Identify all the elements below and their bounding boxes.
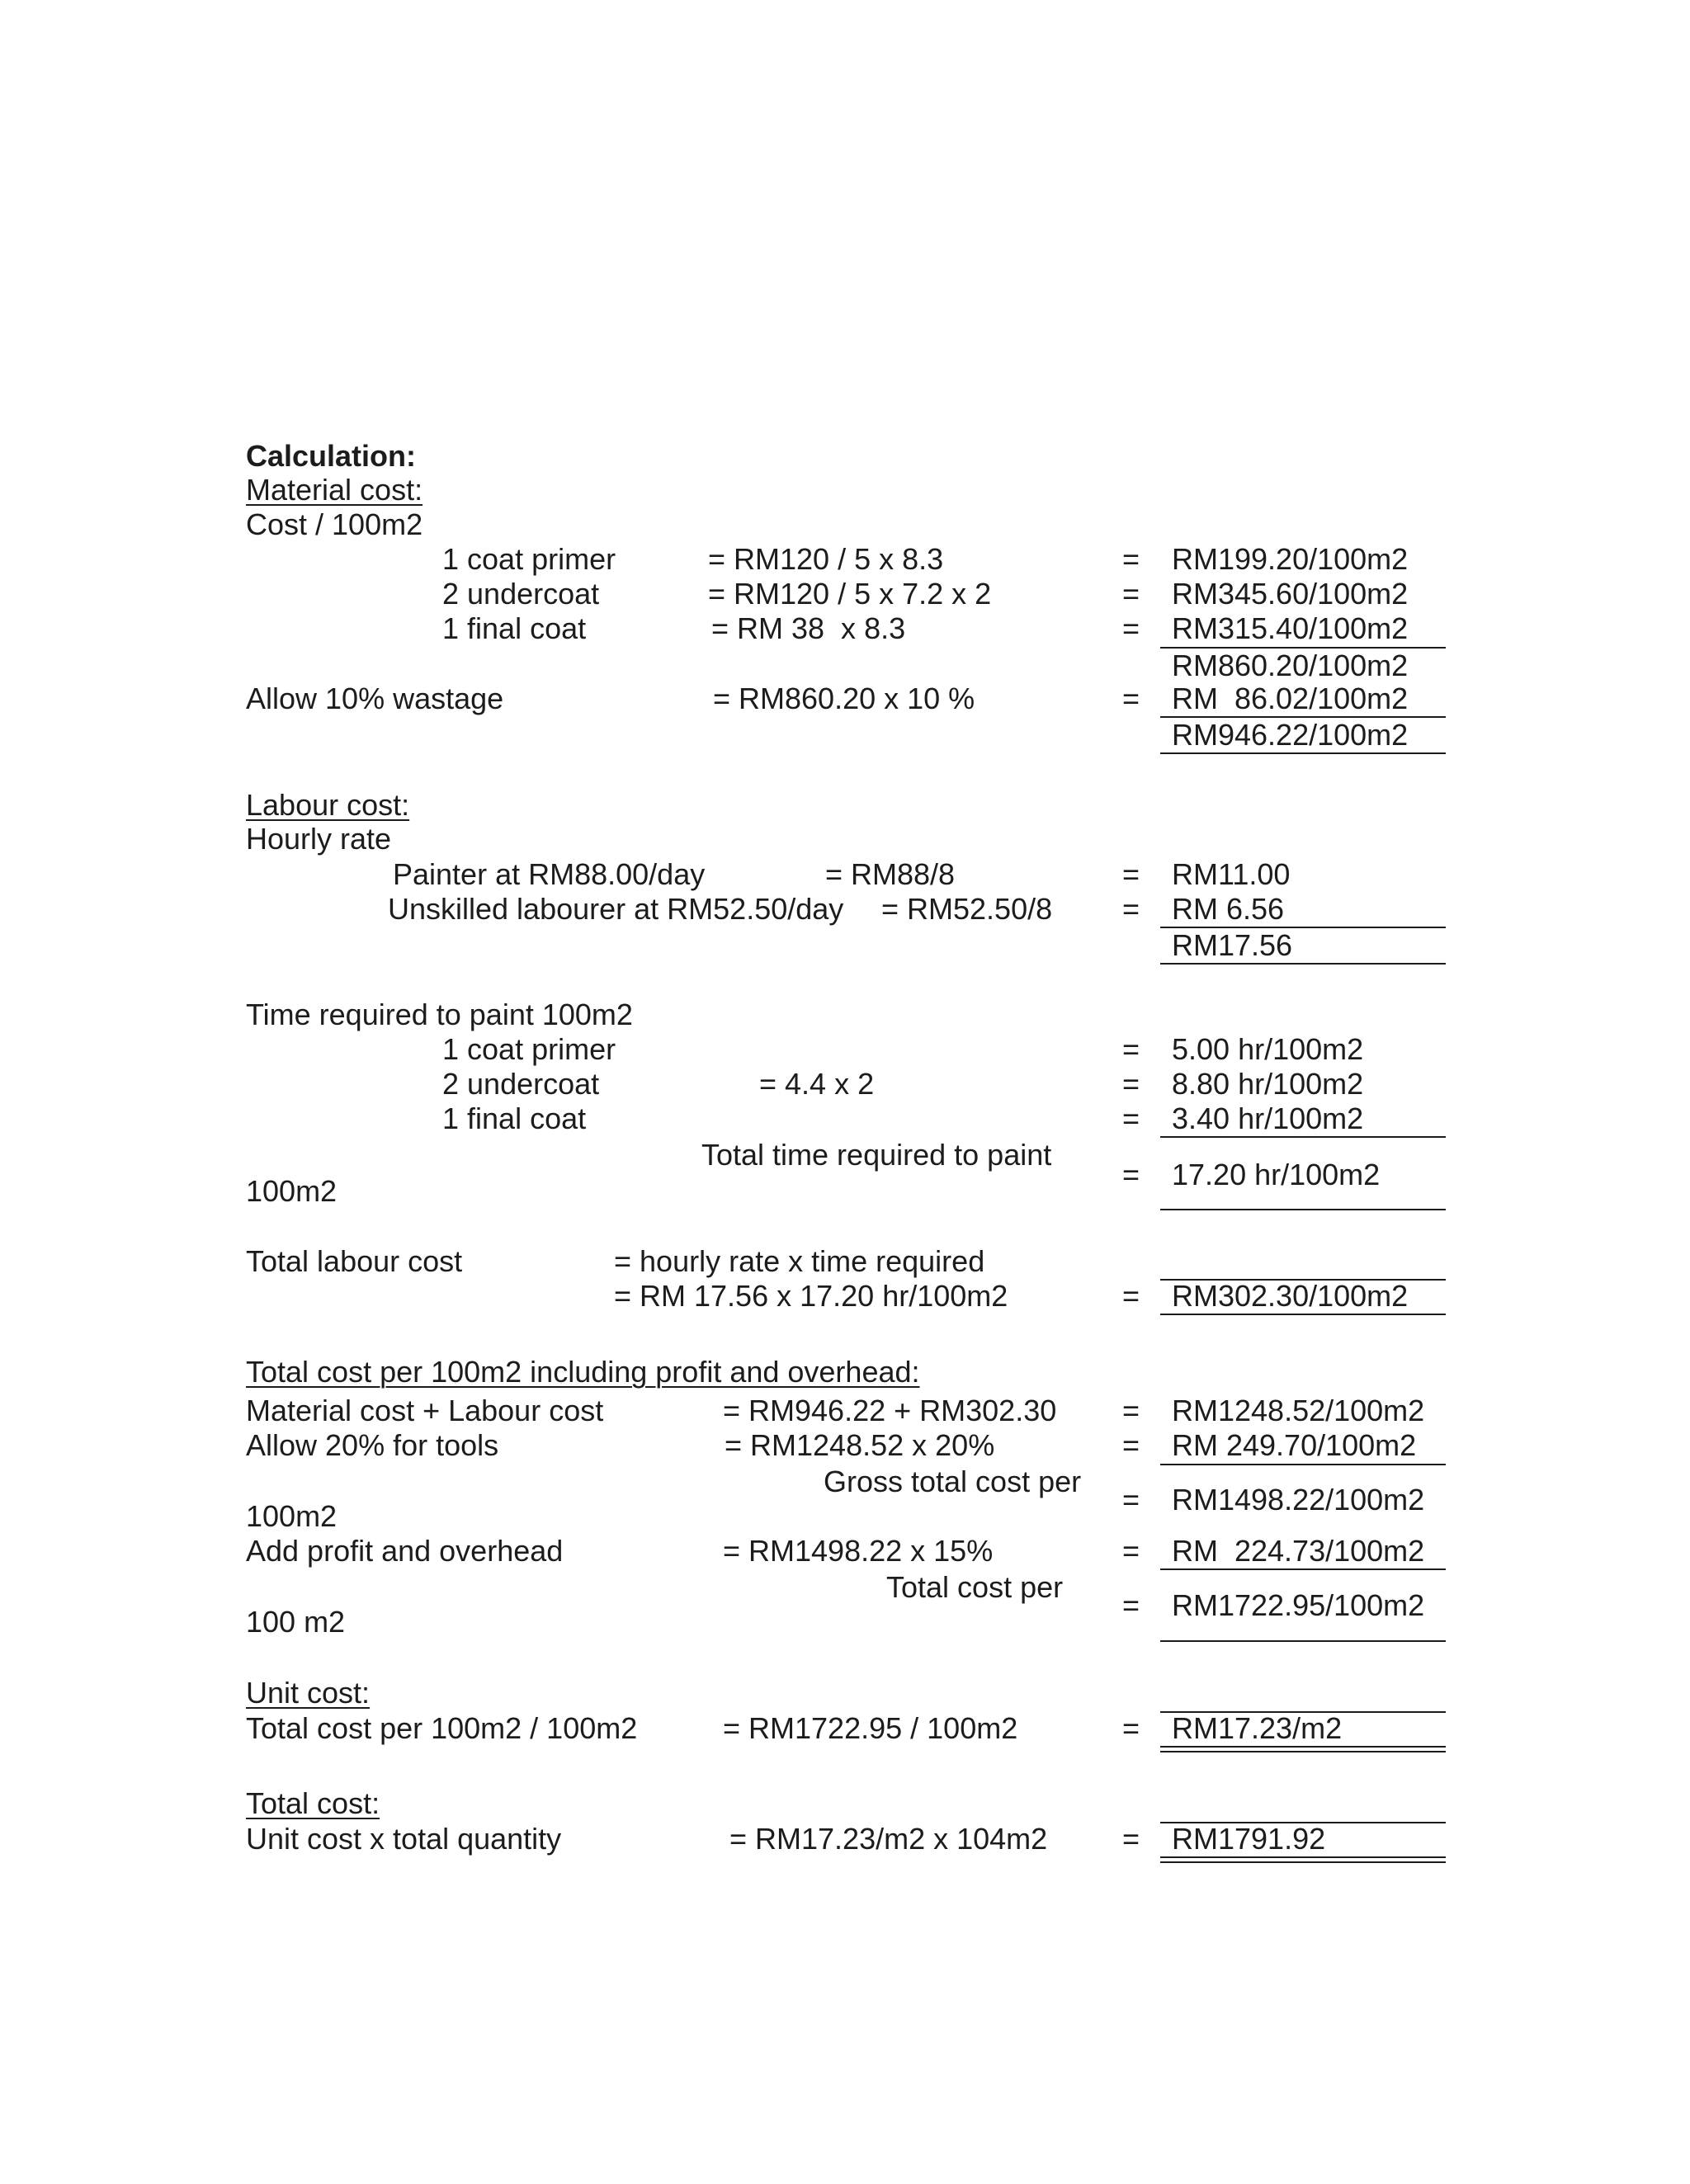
sum-rule xyxy=(1160,1568,1446,1570)
grand-total-label: Unit cost x total quantity xyxy=(246,1822,562,1856)
equals-sign: = xyxy=(1122,1067,1140,1101)
unit-cost-value: RM17.23/m2 xyxy=(1172,1711,1343,1745)
material-row-formula: = RM120 / 5 x 7.2 x 2 xyxy=(708,577,992,611)
wastage-formula: = RM860.20 x 10 % xyxy=(713,682,975,715)
material-row-value: RM199.20/100m2 xyxy=(1172,542,1409,576)
total-time-label-continued: 100m2 xyxy=(246,1174,338,1208)
equals-sign: = xyxy=(1122,542,1140,576)
total-cost-row-formula: = RM946.22 + RM302.30 xyxy=(723,1394,1057,1427)
total-cost-row-formula: = RM1248.52 x 20% xyxy=(725,1428,995,1462)
final-total-label-continued: 100 m2 xyxy=(246,1605,346,1639)
total-cost-row-value: RM 249.70/100m2 xyxy=(1172,1428,1417,1462)
equals-sign: = xyxy=(1122,1483,1140,1517)
total-time-label: Total time required to paint xyxy=(701,1138,1052,1172)
sum-rule xyxy=(1160,1464,1446,1465)
total-labour-value: RM302.30/100m2 xyxy=(1172,1279,1409,1313)
material-row-formula: = RM120 / 5 x 8.3 xyxy=(708,542,944,576)
equals-sign: = xyxy=(1122,577,1140,611)
labour-cost-heading: Labour cost: xyxy=(246,788,410,822)
equals-sign: = xyxy=(1122,611,1140,645)
gross-total-label-continued: 100m2 xyxy=(246,1499,338,1533)
material-cost-heading: Material cost: xyxy=(246,473,423,507)
time-required-heading: Time required to paint 100m2 xyxy=(246,998,633,1031)
total-time-value: 17.20 hr/100m2 xyxy=(1172,1158,1381,1191)
equals-sign: = xyxy=(1122,682,1140,715)
unit-cost-label: Total cost per 100m2 / 100m2 xyxy=(246,1711,638,1745)
final-total-value: RM1722.95/100m2 xyxy=(1172,1588,1425,1622)
material-row-label: 2 undercoat xyxy=(442,577,600,611)
hourly-rate-total: RM17.56 xyxy=(1172,928,1293,962)
equals-sign: = xyxy=(1122,1032,1140,1066)
time-row-formula: = 4.4 x 2 xyxy=(759,1067,875,1101)
double-rule xyxy=(1160,1746,1446,1748)
equals-sign: = xyxy=(1122,892,1140,926)
equals-sign: = xyxy=(1122,1101,1140,1135)
labour-row-label: Unskilled labourer at RM52.50/day xyxy=(388,892,844,926)
total-cost-row-value: RM1248.52/100m2 xyxy=(1172,1394,1425,1427)
calculation-heading: Calculation: xyxy=(246,439,417,473)
material-subtotal: RM860.20/100m2 xyxy=(1172,649,1409,682)
unit-cost-formula: = RM1722.95 / 100m2 xyxy=(723,1711,1018,1745)
total-cost-row-label: Material cost + Labour cost xyxy=(246,1394,604,1427)
labour-row-formula: = RM88/8 xyxy=(825,857,956,891)
gross-total-label: Gross total cost per xyxy=(824,1465,1082,1498)
equals-sign: = xyxy=(1122,1588,1140,1622)
material-row-label: 1 coat primer xyxy=(442,542,616,576)
total-cost-row-value: RM 224.73/100m2 xyxy=(1172,1534,1425,1568)
equals-sign: = xyxy=(1122,1822,1140,1856)
total-cost-heading: Total cost per 100m2 including profit and overhead: xyxy=(246,1355,920,1389)
sum-rule xyxy=(1160,1209,1446,1210)
sum-rule xyxy=(1160,1314,1446,1315)
equals-sign: = xyxy=(1122,857,1140,891)
total-labour-formula: = hourly rate x time required xyxy=(614,1244,985,1278)
double-rule xyxy=(1160,1856,1446,1858)
material-row-value: RM315.40/100m2 xyxy=(1172,611,1409,645)
equals-sign: = xyxy=(1122,1158,1140,1191)
total-cost-row-label: Add profit and overhead xyxy=(246,1534,564,1568)
material-total: RM946.22/100m2 xyxy=(1172,718,1409,752)
sum-rule xyxy=(1160,1640,1446,1642)
time-row-value: 3.40 hr/100m2 xyxy=(1172,1101,1364,1135)
wastage-label: Allow 10% wastage xyxy=(246,682,504,715)
total-labour-label: Total labour cost xyxy=(246,1244,463,1278)
gross-total-value: RM1498.22/100m2 xyxy=(1172,1483,1425,1517)
labour-cost-subheading: Hourly rate xyxy=(246,822,392,856)
sum-rule xyxy=(1160,1136,1446,1138)
final-total-label: Total cost per xyxy=(886,1570,1064,1604)
labour-row-formula: = RM52.50/8 xyxy=(881,892,1053,926)
material-cost-subheading: Cost / 100m2 xyxy=(246,507,423,541)
wastage-value: RM 86.02/100m2 xyxy=(1172,682,1409,715)
time-row-value: 8.80 hr/100m2 xyxy=(1172,1067,1364,1101)
total-labour-formula: = RM 17.56 x 17.20 hr/100m2 xyxy=(614,1279,1008,1313)
labour-row-value: RM 6.56 xyxy=(1172,892,1285,926)
double-rule xyxy=(1160,1751,1446,1752)
equals-sign: = xyxy=(1122,1711,1140,1745)
labour-row-value: RM11.00 xyxy=(1172,857,1291,891)
double-rule xyxy=(1160,1861,1446,1863)
equals-sign: = xyxy=(1122,1428,1140,1462)
time-row-label: 1 coat primer xyxy=(442,1032,616,1066)
grand-total-value: RM1791.92 xyxy=(1172,1822,1326,1856)
total-cost-row-label: Allow 20% for tools xyxy=(246,1428,499,1462)
sum-rule xyxy=(1160,963,1446,965)
time-row-label: 2 undercoat xyxy=(442,1067,600,1101)
total-cost-row-formula: = RM1498.22 x 15% xyxy=(723,1534,994,1568)
time-row-label: 1 final coat xyxy=(442,1101,587,1135)
equals-sign: = xyxy=(1122,1534,1140,1568)
unit-cost-heading: Unit cost: xyxy=(246,1676,371,1710)
grand-total-formula: = RM17.23/m2 x 104m2 xyxy=(729,1822,1048,1856)
material-row-formula: = RM 38 x 8.3 xyxy=(711,611,906,645)
grand-total-heading: Total cost: xyxy=(246,1786,380,1820)
labour-row-label: Painter at RM88.00/day xyxy=(393,857,706,891)
material-row-value: RM345.60/100m2 xyxy=(1172,577,1409,611)
material-row-label: 1 final coat xyxy=(442,611,587,645)
sum-rule xyxy=(1160,752,1446,754)
equals-sign: = xyxy=(1122,1394,1140,1427)
equals-sign: = xyxy=(1122,1279,1140,1313)
time-row-value: 5.00 hr/100m2 xyxy=(1172,1032,1364,1066)
